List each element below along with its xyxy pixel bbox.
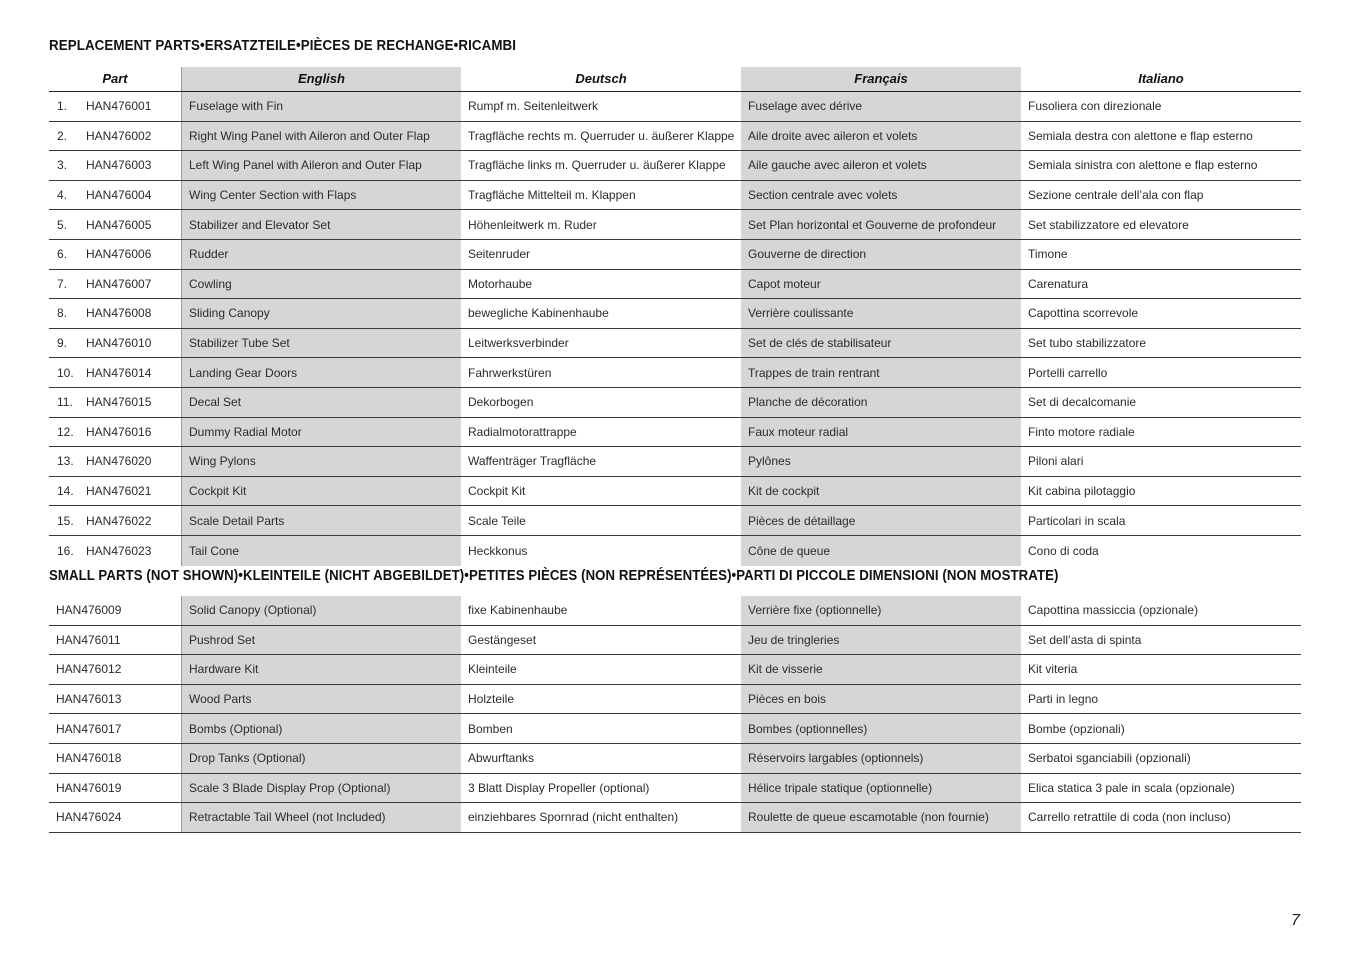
deutsch-cell: Waffenträger Tragfläche xyxy=(468,454,597,469)
part-cell xyxy=(49,447,181,476)
francais-cell: Jeu de tringleries xyxy=(741,626,1021,655)
english-cell: Wood Parts xyxy=(181,685,461,714)
item-number: 7. xyxy=(57,276,68,291)
table-row xyxy=(49,655,1301,685)
english-cell: Hardware Kit xyxy=(181,655,461,684)
english-cell: Scale 3 Blade Display Prop (Optional) xyxy=(181,774,461,803)
italiano-cell: Semiala sinistra con alettone e flap esterno xyxy=(1028,158,1258,173)
italiano-cell: Kit viteria xyxy=(1028,662,1078,677)
part-cell xyxy=(49,477,181,506)
table-row xyxy=(49,477,1301,507)
english-cell: Right Wing Panel with Aileron and Outer Flap xyxy=(181,122,461,151)
small-parts-heading: SMALL PARTS (NOT SHOWN)•KLEINTEILE (NICHT ABGEBILDET)•PETITES PIÈCES (NON REPRÉSENTÉES)•PARTI DI PICCOLE DIMENSIONI (NON MOSTRATE) xyxy=(49,568,1059,584)
table-row xyxy=(49,388,1301,418)
english-cell: Wing Pylons xyxy=(181,447,461,476)
table-row xyxy=(49,803,1301,833)
italiano-cell: Parti in legno xyxy=(1028,692,1099,707)
table-row xyxy=(49,447,1301,477)
deutsch-cell: Rumpf m. Seitenleitwerk xyxy=(468,99,599,114)
english-cell: Cowling xyxy=(181,270,461,299)
francais-cell: Pylônes xyxy=(741,447,1021,476)
part-cell xyxy=(49,388,181,417)
english-cell: Stabilizer Tube Set xyxy=(181,329,461,358)
table-header xyxy=(49,67,1301,92)
italiano-cell: Portelli carrello xyxy=(1028,365,1108,380)
part-number: HAN476008 xyxy=(86,306,152,321)
francais-cell: Réservoirs largables (optionnels) xyxy=(741,744,1021,773)
english-cell: Fuselage with Fin xyxy=(181,92,461,121)
item-number: 5. xyxy=(57,217,68,232)
part-number: HAN476010 xyxy=(86,336,152,351)
part-number: HAN476009 xyxy=(56,603,122,618)
english-cell: Cockpit Kit xyxy=(181,477,461,506)
italiano-cell: Piloni alari xyxy=(1028,454,1084,469)
table-row xyxy=(49,536,1301,566)
deutsch-cell: Fahrwerkstüren xyxy=(468,365,552,380)
english-cell: Decal Set xyxy=(181,388,461,417)
italiano-cell: Finto motore radiale xyxy=(1028,424,1135,439)
table-row xyxy=(49,685,1301,715)
part-number: HAN476005 xyxy=(86,217,152,232)
part-cell xyxy=(49,714,181,743)
francais-cell: Set de clés de stabilisateur xyxy=(741,329,1021,358)
part-cell xyxy=(49,626,181,655)
part-number: HAN476011 xyxy=(56,632,121,647)
part-number: HAN476012 xyxy=(56,662,122,677)
table-row xyxy=(49,358,1301,388)
deutsch-cell: Scale Teile xyxy=(468,513,526,528)
francais-cell: Verrière fixe (optionnelle) xyxy=(741,596,1021,625)
francais-cell: Faux moteur radial xyxy=(741,418,1021,447)
italiano-cell: Carenatura xyxy=(1028,276,1089,291)
francais-cell: Gouverne de direction xyxy=(741,240,1021,269)
francais-cell: Planche de décoration xyxy=(741,388,1021,417)
header-english: English xyxy=(181,67,461,91)
part-cell xyxy=(49,181,181,210)
item-number: 13. xyxy=(57,454,74,469)
francais-cell: Pièces de détaillage xyxy=(741,506,1021,535)
part-number: HAN476016 xyxy=(86,424,152,439)
deutsch-cell: Tragfläche Mittelteil m. Klappen xyxy=(468,188,636,203)
part-number: HAN476004 xyxy=(86,188,152,203)
deutsch-cell: Dekorbogen xyxy=(468,395,534,410)
table-row xyxy=(49,774,1301,804)
item-number: 4. xyxy=(57,188,68,203)
item-number: 3. xyxy=(57,158,68,173)
part-number: HAN476019 xyxy=(56,780,122,795)
table-row xyxy=(49,151,1301,181)
italiano-cell: Capottina scorrevole xyxy=(1028,306,1139,321)
item-number: 11. xyxy=(57,395,73,410)
francais-cell: Set Plan horizontal et Gouverne de profondeur xyxy=(741,210,1021,239)
italiano-cell: Capottina massiccia (opzionale) xyxy=(1028,603,1199,618)
deutsch-cell: Holzteile xyxy=(468,692,515,707)
page-number: 7 xyxy=(1291,912,1300,929)
deutsch-cell: Cockpit Kit xyxy=(468,484,526,499)
english-cell: Rudder xyxy=(181,240,461,269)
english-cell: Dummy Radial Motor xyxy=(181,418,461,447)
item-number: 10. xyxy=(57,365,74,380)
francais-cell: Aile droite avec aileron et volets xyxy=(741,122,1021,151)
part-number: HAN476014 xyxy=(86,365,152,380)
part-cell xyxy=(49,536,181,566)
deutsch-cell: fixe Kabinenhaube xyxy=(468,603,568,618)
part-cell xyxy=(49,596,181,625)
deutsch-cell: Radialmotorattrappe xyxy=(468,424,577,439)
part-cell xyxy=(49,210,181,239)
table-row xyxy=(49,122,1301,152)
part-number: HAN476001 xyxy=(86,99,152,114)
italiano-cell: Set stabilizzatore ed elevatore xyxy=(1028,217,1189,232)
francais-cell: Aile gauche avec aileron et volets xyxy=(741,151,1021,180)
italiano-cell: Sezione centrale dell’ala con flap xyxy=(1028,188,1204,203)
item-number: 2. xyxy=(57,128,68,143)
part-cell xyxy=(49,122,181,151)
table-row xyxy=(49,744,1301,774)
item-number: 14. xyxy=(57,484,74,499)
deutsch-cell: Bomben xyxy=(468,721,513,736)
replacement-parts-table xyxy=(49,67,1301,566)
francais-cell: Trappes de train rentrant xyxy=(741,358,1021,387)
francais-cell: Kit de visserie xyxy=(741,655,1021,684)
italiano-cell: Cono di coda xyxy=(1028,543,1099,558)
table-row xyxy=(49,210,1301,240)
table-row xyxy=(49,329,1301,359)
part-cell xyxy=(49,240,181,269)
header-part: Part xyxy=(102,71,128,86)
part-cell xyxy=(49,92,181,121)
table-row xyxy=(49,418,1301,448)
english-cell: Tail Cone xyxy=(181,536,461,566)
part-cell xyxy=(49,744,181,773)
english-cell: Left Wing Panel with Aileron and Outer Flap xyxy=(181,151,461,180)
english-cell: Drop Tanks (Optional) xyxy=(181,744,461,773)
english-cell: Solid Canopy (Optional) xyxy=(181,596,461,625)
part-cell xyxy=(49,358,181,387)
header-deutsch: Deutsch xyxy=(575,71,627,86)
english-cell: Sliding Canopy xyxy=(181,299,461,328)
deutsch-cell: Tragfläche links m. Querruder u. äußerer Klappe xyxy=(468,158,726,173)
item-number: 1. xyxy=(57,99,68,114)
item-number: 12. xyxy=(57,424,74,439)
english-cell: Scale Detail Parts xyxy=(181,506,461,535)
item-number: 8. xyxy=(57,306,68,321)
francais-cell: Bombes (optionnelles) xyxy=(741,714,1021,743)
deutsch-cell: Tragfläche rechts m. Querruder u. äußerer Klappe xyxy=(468,128,735,143)
part-cell xyxy=(49,655,181,684)
part-cell xyxy=(49,299,181,328)
part-number: HAN476023 xyxy=(86,543,152,558)
italiano-cell: Serbatoi sganciabili (opzionali) xyxy=(1028,751,1191,766)
italiano-cell: Particolari in scala xyxy=(1028,513,1126,528)
italiano-cell: Set dell’asta di spinta xyxy=(1028,632,1142,647)
italiano-cell: Fusoliera con direzionale xyxy=(1028,99,1162,114)
deutsch-cell: 3 Blatt Display Propeller (optional) xyxy=(468,780,650,795)
english-cell: Pushrod Set xyxy=(181,626,461,655)
english-cell: Wing Center Section with Flaps xyxy=(181,181,461,210)
deutsch-cell: Höhenleitwerk m. Ruder xyxy=(468,217,597,232)
table-row xyxy=(49,270,1301,300)
part-number: HAN476006 xyxy=(86,247,152,262)
item-number: 16. xyxy=(57,543,74,558)
part-number: HAN476002 xyxy=(86,128,152,143)
replacement-parts-heading: REPLACEMENT PARTS•ERSATZTEILE•PIÈCES DE RECHANGE•RICAMBI xyxy=(49,38,517,54)
part-cell xyxy=(49,803,181,832)
deutsch-cell: Gestängeset xyxy=(468,632,537,647)
italiano-cell: Set tubo stabilizzatore xyxy=(1028,336,1147,351)
francais-cell: Hélice tripale statique (optionnelle) xyxy=(741,774,1021,803)
part-number: HAN476021 xyxy=(86,484,152,499)
deutsch-cell: bewegliche Kabinenhaube xyxy=(468,306,609,321)
table-row xyxy=(49,596,1301,626)
deutsch-cell: einziehbares Spornrad (nicht enthalten) xyxy=(468,810,679,825)
part-cell xyxy=(49,329,181,358)
item-number: 6. xyxy=(57,247,68,262)
francais-cell: Fuselage avec dérive xyxy=(741,92,1021,121)
part-number: HAN476020 xyxy=(86,454,152,469)
francais-cell: Roulette de queue escamotable (non fournie) xyxy=(741,803,1021,832)
header-francais: Français xyxy=(741,67,1021,91)
part-number: HAN476015 xyxy=(86,395,152,410)
italiano-cell: Timone xyxy=(1028,247,1068,262)
table-row xyxy=(49,181,1301,211)
small-parts-table xyxy=(49,596,1301,833)
part-number: HAN476003 xyxy=(86,158,152,173)
deutsch-cell: Motorhaube xyxy=(468,276,533,291)
part-number: HAN476018 xyxy=(56,751,122,766)
francais-cell: Capot moteur xyxy=(741,270,1021,299)
header-italiano: Italiano xyxy=(1138,71,1184,86)
part-cell xyxy=(49,506,181,535)
table-row xyxy=(49,714,1301,744)
italiano-cell: Set di decalcomanie xyxy=(1028,395,1137,410)
deutsch-cell: Abwurftanks xyxy=(468,751,535,766)
italiano-cell: Elica statica 3 pale in scala (opzionale) xyxy=(1028,780,1235,795)
item-number: 15. xyxy=(57,513,74,528)
deutsch-cell: Heckkonus xyxy=(468,543,528,558)
italiano-cell: Carrello retrattile di coda (non incluso) xyxy=(1028,810,1231,825)
deutsch-cell: Leitwerksverbinder xyxy=(468,336,569,351)
part-cell xyxy=(49,270,181,299)
table-row xyxy=(49,240,1301,270)
english-cell: Retractable Tail Wheel (not Included) xyxy=(181,803,461,832)
part-number: HAN476007 xyxy=(86,276,152,291)
table-row xyxy=(49,92,1301,122)
table-row xyxy=(49,506,1301,536)
table-row xyxy=(49,299,1301,329)
item-number: 9. xyxy=(57,336,68,351)
italiano-cell: Kit cabina pilotaggio xyxy=(1028,484,1136,499)
francais-cell: Kit de cockpit xyxy=(741,477,1021,506)
part-number: HAN476017 xyxy=(56,721,122,736)
part-cell xyxy=(49,151,181,180)
francais-cell: Section centrale avec volets xyxy=(741,181,1021,210)
francais-cell: Verrière coulissante xyxy=(741,299,1021,328)
part-number: HAN476022 xyxy=(86,513,152,528)
francais-cell: Pièces en bois xyxy=(741,685,1021,714)
english-cell: Landing Gear Doors xyxy=(181,358,461,387)
english-cell: Bombs (Optional) xyxy=(181,714,461,743)
english-cell: Stabilizer and Elevator Set xyxy=(181,210,461,239)
francais-cell: Cône de queue xyxy=(741,536,1021,566)
part-cell xyxy=(49,774,181,803)
part-number: HAN476024 xyxy=(56,810,122,825)
italiano-cell: Bombe (opzionali) xyxy=(1028,721,1125,736)
deutsch-cell: Seitenruder xyxy=(468,247,531,262)
deutsch-cell: Kleinteile xyxy=(468,662,517,677)
italiano-cell: Semiala destra con alettone e flap esterno xyxy=(1028,128,1253,143)
table-row xyxy=(49,626,1301,656)
part-cell xyxy=(49,418,181,447)
part-cell xyxy=(49,685,181,714)
part-number: HAN476013 xyxy=(56,692,122,707)
